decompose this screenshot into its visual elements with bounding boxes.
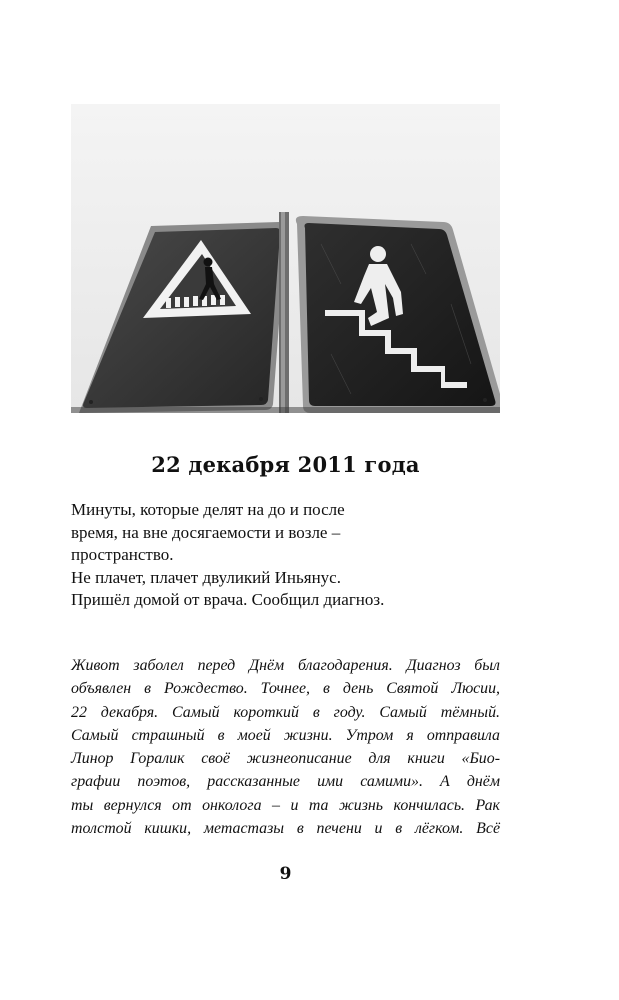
prose-line: Линор Горалик своё жизнеописание для книги «Био- [71,750,500,768]
prose-line: объявлен в Рождество. Точнее, в день Святой Люсии, [71,680,500,698]
photo-road-signs [71,104,500,413]
prose-line: Самый страшный в моей жизни. Утром я отправила [71,726,500,744]
poem-line: пространство. [71,545,174,565]
poem-line: Пришёл домой от врача. Сообщил диагноз. [71,590,385,610]
page-number: 9 [279,864,292,884]
poem [71,499,511,612]
prose-line: 22 декабря. Самый короткий в году. Самый тёмный. [71,703,500,721]
prose-line: ты вернулся от онколога – и та жизнь кончилась. Рак [71,796,500,814]
prose-line: графии поэтов, рассказанные ими самими». А днём [71,773,500,791]
prose-line: Живот заболел перед Днём благодарения. Диагноз был [71,657,500,674]
prose-line: толстой кишки, метастазы в печени и в лёгком. Всё [71,820,500,838]
prose-paragraph [71,654,500,840]
poem-line: время, на вне досягаемости и возле – [71,522,341,542]
chapter-title: 22 декабря 2011 года [151,452,420,477]
poem-line: Не плачет, плачет двуликий Иньянус. [71,567,341,587]
poem-line: Минуты, которые делят на до и после [71,500,345,519]
